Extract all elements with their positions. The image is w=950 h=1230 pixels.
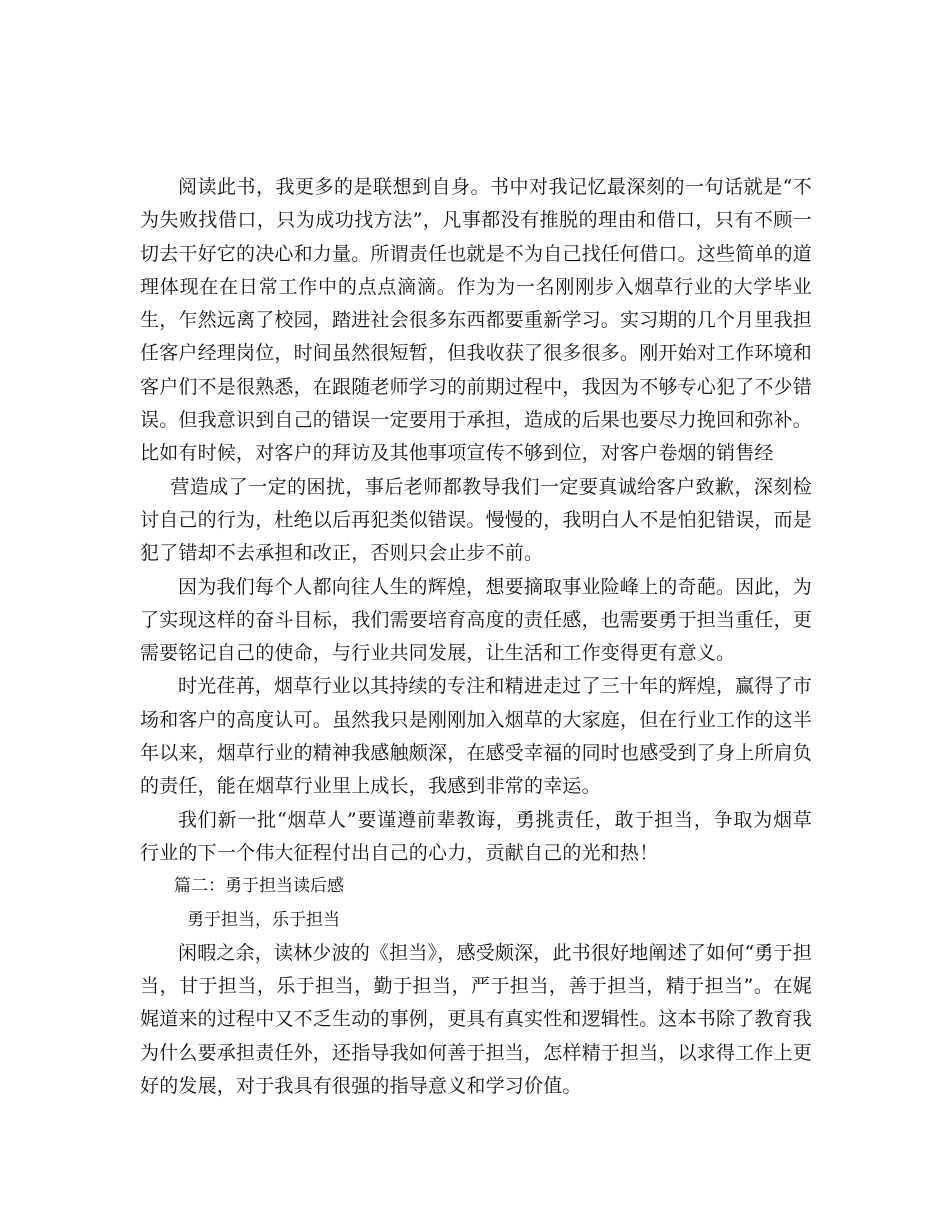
body-paragraph: 闲暇之余，读林少波的《担当》，感受颇深，此书很好地阐述了如何“勇于担当，甘于担当，乐于担当，勤于担当，严于担当，善于担当，精于担当”。在娓娓道来的过程中又不乏生动的事例，更具有真实性和逻辑性。这本书除了教育我为什么要承担责任外，还指导我如何善于担当，怎样精于担当，以求得工作上更好的发展，对于我具有很强的指导意义和学习价值。: [140, 941, 813, 1098]
body-paragraph: 因为我们每个人都向往人生的辉煌，想要摘取事业险峰上的奇葩。因此，为了实现这样的奋斗目标，我们需要培育高度的责任感，也需要勇于担当重任，更需要铭记自己的使命，与行业共同发展，让生活和工作变得更有意义。: [140, 575, 813, 665]
body-paragraph: 我们新一批“烟草人”要谨遵前辈教诲，勇挑责任，敢于担当，争取为烟草行业的下一个伟大征程付出自己的心力，贡献自己的光和热！: [140, 808, 812, 864]
document-page: [140, 171, 812, 1103]
body-paragraph: 时光荏苒，烟草行业以其持续的专注和精进走过了三十年的辉煌，赢得了市场和客户的高度认可。虽然我只是刚刚加入烟草的大家庭，但在行业工作的这半年以来，烟草行业的精神我感触颇深，在感受幸福的同时也感受到了身上所肩负的责任，能在烟草行业里上成长，我感到非常的幸运。: [140, 675, 813, 798]
body-paragraph: 阅读此书，我更多的是联想到自身。书中对我记忆最深刻的一句话就是“不为失败找借口，只为成功找方法”，凡事都没有推脱的理由和借口，只有不顾一切去干好它的决心和力量。所谓责任也就是不为自己找任何借口。这些简单的道理体现在在日常工作中的点点滴滴。作为为一名刚刚步入烟草行业的大学毕业生，乍然远离了校园，踏进社会很多东西都要重新学习。实习期的几个月里我担任客户经理岗位，时间虽然很短暂，但我收获了很多很多。刚开始对工作环境和客户们不是很熟悉，在跟随老师学习的前期过程中，我因为不够专心犯了不少错误。但我意识到自己的错误一定要用于承担，造成的后果也要尽力挽回和弥补。比如有时候，对客户的拜访及其他事项宣传不够到位，对客户卷烟的销售经: [140, 176, 813, 465]
section-heading: 篇二：勇于担当读后感: [174, 876, 344, 897]
body-paragraph: 营造成了一定的困扰，事后老师都教导我们一定要真诚给客户致歉，深刻检讨自己的行为，杜绝以后再犯类似错误。慢慢的，我明白人不是怕犯错误，而是犯了错却不去承担和改正，否则只会止步不前。: [140, 475, 813, 565]
essay-title: 勇于担当，乐于担当: [187, 909, 340, 930]
